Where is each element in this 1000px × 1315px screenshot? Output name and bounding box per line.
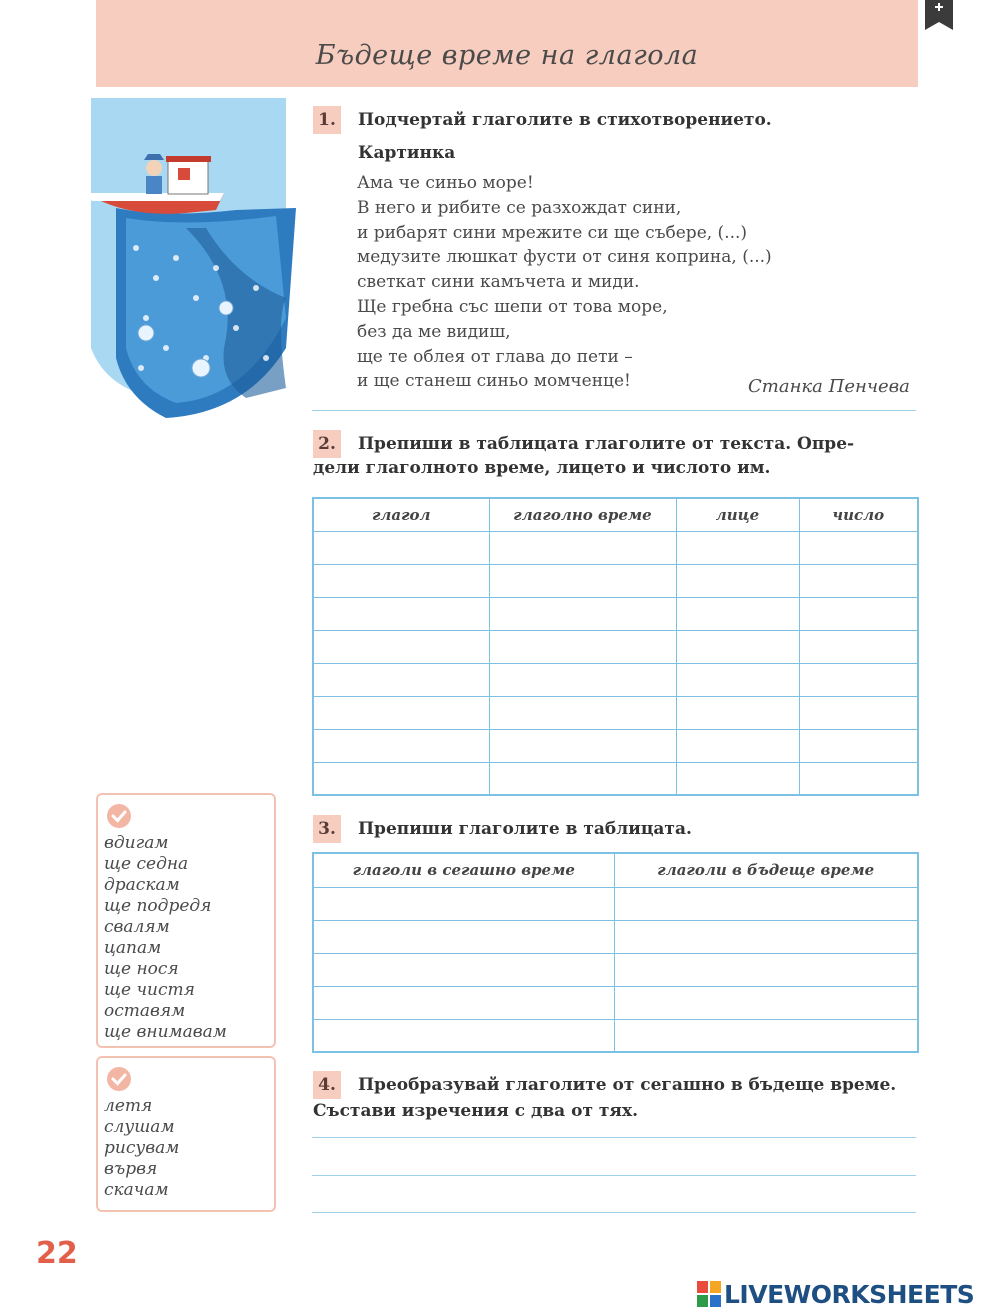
task-4-instruction-line2: Състави изречения с два от тях. [313, 1101, 639, 1121]
bookmark-icon [925, 0, 953, 30]
answer-cell[interactable] [313, 887, 614, 920]
divider [312, 410, 916, 411]
poem-line[interactable]: без да ме видиш, [357, 321, 511, 342]
column-header-number: число [799, 498, 918, 531]
answer-cell[interactable] [799, 762, 918, 795]
present-future-table [312, 852, 919, 1053]
poem-author: Станка Пенчева [748, 376, 910, 397]
word-item[interactable]: скачам [104, 1180, 169, 1200]
chapter-title: Бъдеще време на глагола [315, 40, 699, 71]
word-item[interactable]: ще седна [104, 854, 189, 874]
answer-cell[interactable] [313, 630, 489, 663]
answer-line[interactable] [312, 1175, 916, 1176]
poem-title: Картинка [358, 143, 456, 163]
answer-cell[interactable] [676, 663, 799, 696]
answer-cell[interactable] [676, 696, 799, 729]
chapter-header [96, 0, 918, 87]
word-item[interactable]: ще нося [104, 959, 179, 979]
answer-cell[interactable] [676, 762, 799, 795]
poem-line[interactable]: медузите люшкат фусти от синя коприна, (...) [357, 247, 772, 268]
poem-line[interactable]: В него и рибите се разхождат сини, [357, 197, 682, 218]
liveworksheets-logo [697, 1279, 974, 1309]
word-list [104, 1096, 179, 1201]
word-item[interactable]: ще подредя [104, 896, 212, 916]
answer-cell[interactable] [614, 986, 918, 1019]
answer-cell[interactable] [489, 762, 676, 795]
task-1-instruction: Подчертай глаголите в стихотворението. [358, 110, 772, 130]
word-item[interactable]: ще внимавам [104, 1022, 227, 1042]
column-header-present: глаголи в сегашно време [313, 853, 614, 887]
task-number-2: 2. [313, 430, 341, 458]
task-4-instruction-line1: Преобразувай глаголите от сегашно в бъдеще време. [358, 1075, 897, 1095]
answer-cell[interactable] [313, 1019, 614, 1052]
check-circle-icon [106, 803, 132, 829]
answer-cell[interactable] [676, 564, 799, 597]
poem-line[interactable]: и рибарят сини мрежите си ще събере, (...) [357, 222, 748, 243]
answer-cell[interactable] [313, 729, 489, 762]
answer-cell[interactable] [799, 729, 918, 762]
poem-line[interactable]: ще те облея от глава до пети – [357, 346, 633, 367]
answer-cell[interactable] [313, 920, 614, 953]
word-item[interactable]: летя [104, 1096, 153, 1116]
answer-cell[interactable] [799, 597, 918, 630]
answer-cell[interactable] [313, 564, 489, 597]
answer-cell[interactable] [313, 986, 614, 1019]
word-item[interactable]: слушам [104, 1117, 175, 1137]
brand-name: LIVEWORKSHEETS [724, 1279, 975, 1309]
answer-line[interactable] [312, 1212, 916, 1213]
answer-cell[interactable] [489, 630, 676, 663]
task-2-instruction-line1: Препиши в таблицата глаголите от текста. Опре- [358, 434, 855, 454]
answer-cell[interactable] [313, 696, 489, 729]
answer-cell[interactable] [489, 729, 676, 762]
word-item[interactable]: оставям [104, 1001, 186, 1021]
liveworksheets-logo-icon [697, 1281, 721, 1307]
answer-cell[interactable] [676, 531, 799, 564]
column-header-person: лице [676, 498, 799, 531]
column-header-tense: глаголно време [489, 498, 676, 531]
task-3-instruction: Препиши глаголите в таблицата. [358, 819, 692, 839]
answer-cell[interactable] [614, 920, 918, 953]
word-item[interactable]: вървя [104, 1159, 158, 1179]
fisherman-illustration [86, 98, 304, 428]
poem-line[interactable]: Ще гребна със шепи от това море, [357, 296, 668, 317]
answer-cell[interactable] [489, 696, 676, 729]
word-list [104, 833, 227, 1043]
answer-cell[interactable] [313, 663, 489, 696]
answer-cell[interactable] [614, 1019, 918, 1052]
word-box-2 [96, 1056, 276, 1212]
answer-cell[interactable] [489, 663, 676, 696]
poem-text[interactable] [357, 171, 772, 394]
page-number: 22 [36, 1236, 78, 1271]
answer-cell[interactable] [614, 953, 918, 986]
task-number-1: 1. [313, 106, 341, 134]
task-number-3: 3. [313, 815, 341, 843]
answer-cell[interactable] [313, 531, 489, 564]
answer-cell[interactable] [799, 531, 918, 564]
answer-cell[interactable] [489, 564, 676, 597]
answer-cell[interactable] [799, 663, 918, 696]
poem-line[interactable]: светкат сини камъчета и миди. [357, 272, 640, 293]
word-box-1 [96, 793, 276, 1048]
answer-cell[interactable] [676, 729, 799, 762]
answer-cell[interactable] [799, 696, 918, 729]
answer-cell[interactable] [614, 887, 918, 920]
check-circle-icon [106, 1066, 132, 1092]
word-item[interactable]: драскам [104, 875, 180, 895]
answer-cell[interactable] [313, 953, 614, 986]
poem-line[interactable]: и ще станеш синьо момченце! [357, 371, 631, 392]
word-item[interactable]: свалям [104, 917, 170, 937]
word-item[interactable]: рисувам [104, 1138, 180, 1158]
answer-line[interactable] [312, 1137, 916, 1138]
word-item[interactable]: вдигам [104, 833, 169, 853]
task-number-4: 4. [313, 1071, 341, 1099]
task-2-instruction-line2: дели глаголното време, лицето и числото им. [313, 458, 771, 478]
answer-cell[interactable] [313, 762, 489, 795]
answer-cell[interactable] [489, 597, 676, 630]
word-item[interactable]: ще чистя [104, 980, 195, 1000]
answer-cell[interactable] [676, 597, 799, 630]
column-header-verb: глагол [313, 498, 489, 531]
answer-cell[interactable] [799, 564, 918, 597]
word-item[interactable]: цапам [104, 938, 162, 958]
poem-line[interactable]: Ама че синьо море! [357, 173, 534, 193]
answer-cell[interactable] [676, 630, 799, 663]
answer-cell[interactable] [313, 597, 489, 630]
column-header-future: глаголи в бъдеще време [614, 853, 918, 887]
answer-cell[interactable] [799, 630, 918, 663]
answer-cell[interactable] [489, 531, 676, 564]
verb-analysis-table [312, 497, 919, 796]
